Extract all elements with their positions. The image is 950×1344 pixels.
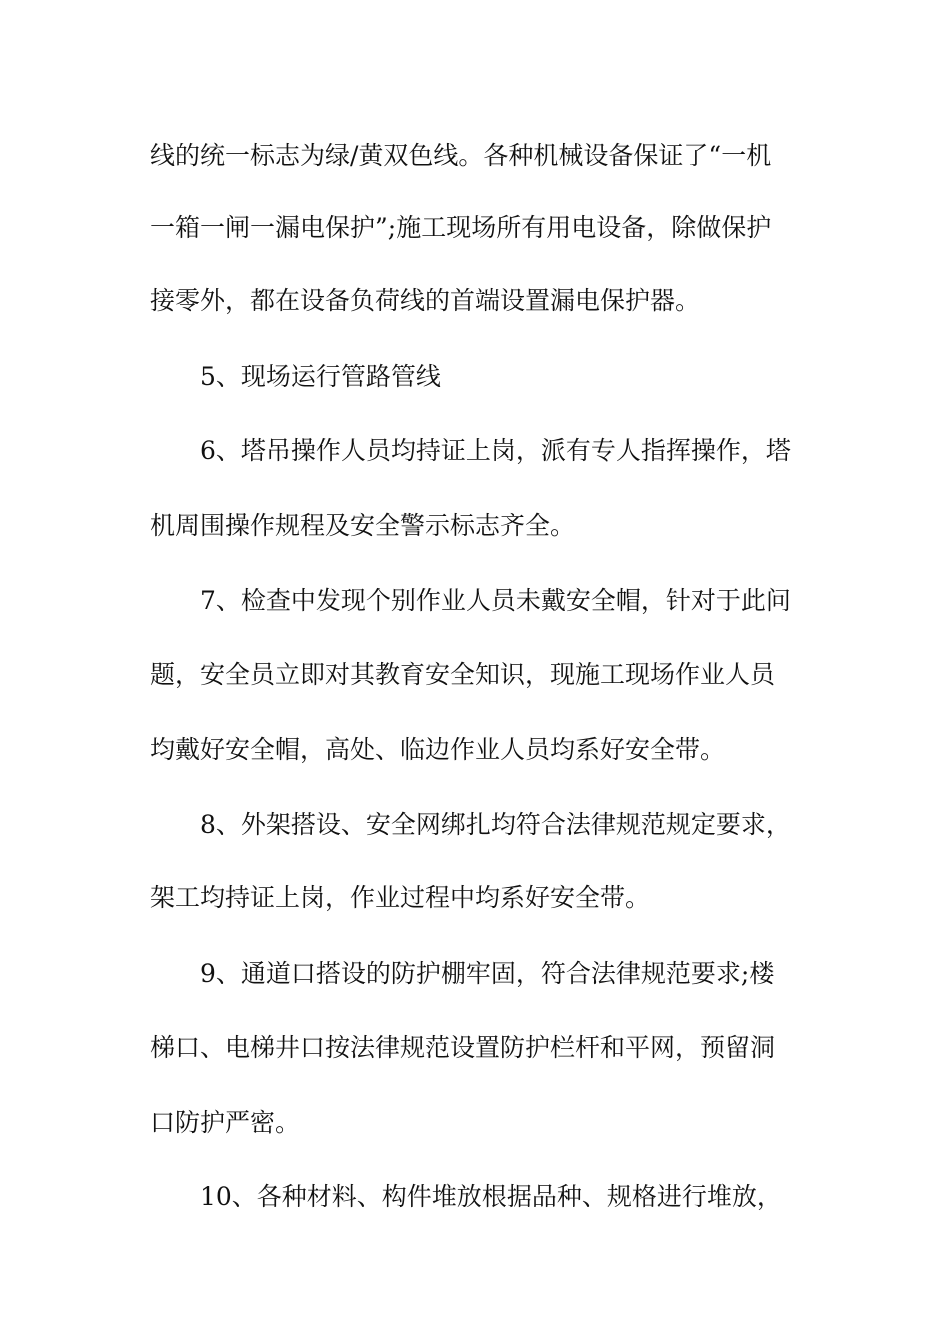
text-line: 10、各种材料、构件堆放根据品种、规格进行堆放， — [200, 1182, 782, 1211]
text-line: 口防护严密。 — [150, 1108, 301, 1137]
text-line: 6、塔吊操作人员均持证上岗，派有专人指挥操作，塔 — [200, 436, 791, 465]
text-line: 一箱一闸一漏电保护”;施工现场所有用电设备，除做保护 — [150, 213, 772, 242]
text-line: 均戴好安全帽，高处、临边作业人员均系好安全带。 — [150, 735, 726, 764]
text-line: 题，安全员立即对其教育安全知识，现施工现场作业人员 — [150, 660, 776, 689]
text-line: 接零外，都在设备负荷线的首端设置漏电保护器。 — [150, 286, 701, 315]
section-heading-5: 5、现场运行管路管线 — [200, 362, 441, 391]
text-line: 8、外架搭设、安全网绑扎均符合法律规范规定要求， — [200, 810, 791, 839]
text-line: 架工均持证上岗，作业过程中均系好安全带。 — [150, 883, 651, 912]
text-line: 线的统一标志为绿/黄双色线。各种机械设备保证了“一机 — [150, 141, 772, 170]
text-line: 梯口、电梯井口按法律规范设置防护栏杆和平网，预留洞 — [150, 1033, 776, 1062]
text-line: 9、通道口搭设的防护棚牢固，符合法律规范要求;楼 — [200, 959, 775, 988]
text-line: 7、检查中发现个别作业人员未戴安全帽，针对于此问 — [200, 586, 791, 615]
text-line: 机周围操作规程及安全警示标志齐全。 — [150, 511, 576, 540]
